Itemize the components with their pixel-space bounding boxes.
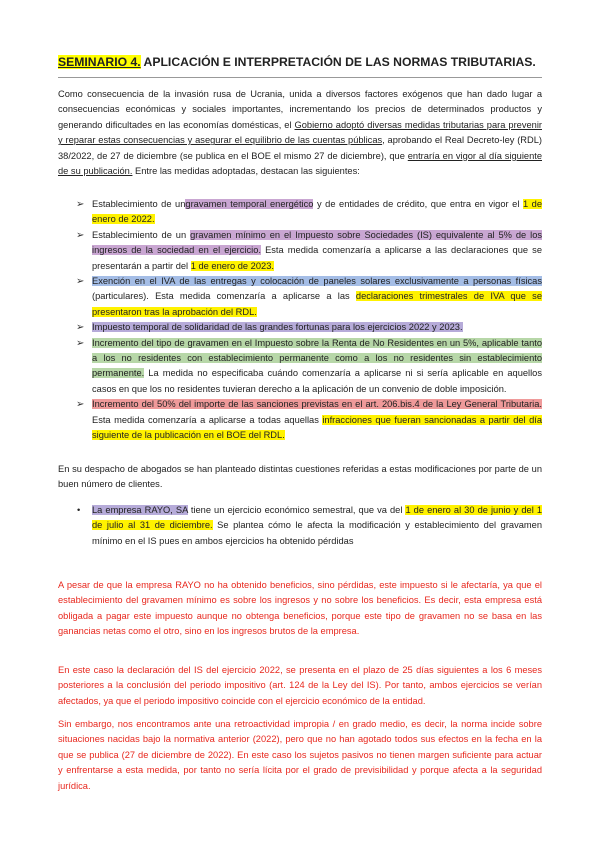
list-item: ➢ Impuesto temporal de solidaridad de las grandes fortunas para los ejercicios 2022 y 2023. <box>58 320 542 335</box>
list-item: ➢ Incremento del tipo de gravamen en el Impuesto sobre la Renta de No Residentes en un 5%, aplicable tanto a los no residentes con establecimiento permanente como a los no residentes sin establecimiento permanente. La medida no especificaba cuándo comenzaría a aplicarse ni si sería aplicable en aquellos casos en que los no residentes tuvieran derecho a la aplicación de un convenio de doble imposición. <box>76 337 542 394</box>
office-paragraph: En su despacho de abogados se han planteado distintas cuestiones referidas a estas modificaciones por parte de un buen número de clientes. <box>58 464 542 490</box>
intro-text-2: Gobierno adoptó diversas medidas tributarias para prevenir y reparar estas consecuencias y asegurar el equilibrio de las cuentas públicas <box>58 119 542 146</box>
title-text: APLICACIÓN E INTERPRETACIÓN DE LAS NORMAS TRIBUTARIAS. <box>140 55 536 69</box>
arrow-icon: ➢ <box>76 399 85 411</box>
page-title <box>58 55 548 69</box>
intro-paragraph <box>58 87 542 179</box>
title-divider <box>58 77 542 78</box>
list-item: ➢ Establecimiento de ungravamen temporal energético y de entidades de crédito, que entra en vigor el 1 de enero de 2022. <box>76 199 543 225</box>
company-name: La empresa RAYO, SA <box>92 505 188 515</box>
answer-paragraph-2: En este caso la declaración del IS del ejercicio 2022, se presenta en el plazo de 25 días siguientes a los 6 meses posteriores a la conclusión del periodo impositivo (art. 124 de la Ley del IS). Por tanto, ambos ejercicios se verían afectados, ya que el periodo impositivo coincide con el ejercicio económico de la entidad. <box>58 665 542 706</box>
answer-paragraph-3: Sin embargo, nos encontramos ante una retroactividad impropia / en grado medio, es decir, la norma incide sobre situaciones nacidas bajo la normativa anterior (2022), pero que no han agotado todos sus efectos en la fecha en la que se publica (27 de diciembre de 2022). En este caso los sujetos pasivos no tienen margen suficiente para actuar y enfrentarse a esta medida, por tanto no sería lícita por el grado de previsibilidad y porque afecta a la seguridad jurídica. <box>58 719 542 791</box>
measures-list <box>58 197 542 444</box>
seminar-label: SEMINARIO 4. <box>58 55 141 69</box>
intro-text-1: Como consecuencia de la invasión rusa de Ucrania, unida a diversos factores exógenos que han dado lugar a consecuencias económicas y sociales importantes, incrementando los precios de determinados productos y generando dificultades en las economías domésticas, el <box>58 89 542 130</box>
arrow-icon: ➢ <box>76 229 85 241</box>
bullet-icon: • <box>77 505 81 515</box>
intro-text-4: entraría en vigor al día siguiente de su publicación. <box>58 150 542 177</box>
arrow-icon: ➢ <box>76 276 85 288</box>
arrow-icon: ➢ <box>76 322 85 334</box>
arrow-icon: ➢ <box>76 199 85 210</box>
intro-text-3: , aprobando el Real Decreto-ley (RDL) 38/2022, de 27 de diciembre (se publica en el BOE el mismo 27 de diciembre), que <box>58 135 543 161</box>
arrow-icon: ➢ <box>76 337 85 349</box>
intro-text-5: Entre las medidas adoptadas, destacan las siguientes: <box>132 166 360 177</box>
list-item: ➢ Establecimiento de un gravamen mínimo en el Impuesto sobre Sociedades (IS) equivalente al 5% de los ingresos de la sociedad en el ejercicio. Esta medida comenzaría a aplicarse a las declaraciones que se presentarán a partir del 1 de enero de 2023. <box>76 229 543 271</box>
answer-paragraph-1: A pesar de que la empresa RAYO no ha obtenido beneficios, sino pérdidas, este impuesto si le afectaría, ya que el establecimiento del gravamen mínimo es sobre los ingresos y no sobre los beneficios. Es decir, esta empresa está obligada a pagar este impuesto aunque no obtenga beneficios, porque este tipo de gravamen no se basa en las ganancias netas como el otro, sino en los ingresos brutos de la empresa. <box>58 580 542 637</box>
list-item: ➢ Exención en el IVA de las entregas y colocación de paneles solares exclusivamente a personas físicas (particulares). Esta medida comenzaría a aplicarse a las declaraciones trimestrales de IVA que se presentaron tras la aprobación del RDL. <box>76 276 542 317</box>
case-item: • La empresa RAYO, SA tiene un ejercicio económico semestral, que va del 1 de enero al 30 de junio y del 1 de julio al 31 de diciembre. Se plantea cómo le afecta la modificación y establecimiento del gravamen mínimo en el IS pues en ambos ejercicios ha obtenido pérdidas <box>77 505 542 546</box>
list-item: ➢ Incremento del 50% del importe de las sanciones previstas en el art. 206.bis.4 de la Ley General Tributaria. Esta medida comenzaría a aplicarse a todas aquellas infracciones que fueran sancionadas a partir del día siguiente de la publicación en el BOE del RDL. <box>76 399 542 441</box>
fiscal-dates: 1 de enero al 30 de junio y del 1 de julio al 31 de diciembre. <box>92 505 542 531</box>
